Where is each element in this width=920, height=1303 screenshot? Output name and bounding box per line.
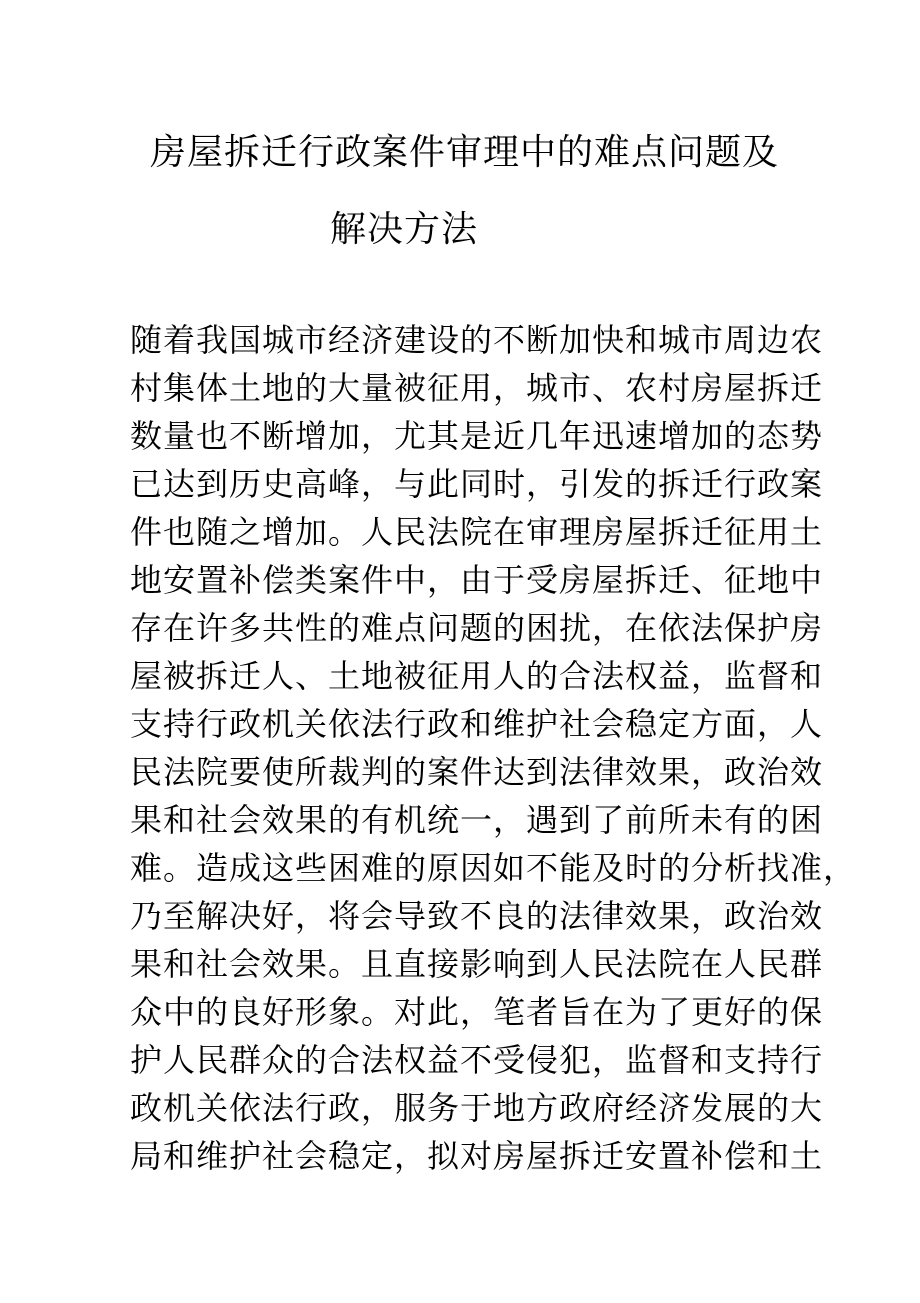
body-line-16: 护人民群众的合法权益不受侵犯，监督和支持行: [130, 1041, 824, 1079]
body-line-17: 政机关依法行政，服务于地方政府经济发展的大: [130, 1089, 824, 1127]
body-line-13: 乃至解决好，将会导致不良的法律效果，政治效: [130, 897, 824, 935]
body-line-15: 众中的良好形象。对此，笔者旨在为了更好的保: [130, 993, 824, 1031]
body-line-4: 已达到历史高峰，与此同时，引发的拆迁行政案: [130, 465, 824, 503]
body-line-10: 民法院要使所裁判的案件达到法律效果，政治效: [130, 753, 824, 791]
body-line-5: 件也随之增加。人民法院在审理房屋拆迁征用土: [130, 513, 824, 551]
body-line-11: 果和社会效果的有机统一，遇到了前所未有的困: [130, 801, 824, 839]
body-line-2: 村集体土地的大量被征用，城市、农村房屋拆迁: [130, 369, 824, 407]
body-line-8: 屋被拆迁人、土地被征用人的合法权益，监督和: [130, 657, 824, 695]
document-title-line-2: 解决方法: [330, 209, 479, 250]
body-line-7: 存在许多共性的难点问题的困扰，在依法保护房: [130, 609, 824, 647]
body-line-3: 数量也不断增加，尤其是近几年迅速增加的态势: [130, 417, 824, 455]
body-line-6: 地安置补偿类案件中，由于受房屋拆迁、征地中: [130, 561, 824, 599]
body-line-18: 局和维护社会稳定，拟对房屋拆迁安置补偿和土: [130, 1137, 824, 1175]
body-line-1: 随着我国城市经济建设的不断加快和城市周边农: [130, 321, 824, 359]
body-line-9: 支持行政机关依法行政和维护社会稳定方面，人: [130, 705, 824, 743]
document-title-line-1: 房屋拆迁行政案件审理中的难点问题及: [150, 132, 780, 173]
body-line-12: 难。造成这些困难的原因如不能及时的分析找准，: [130, 849, 857, 887]
body-line-14: 果和社会效果。且直接影响到人民法院在人民群: [130, 945, 824, 983]
